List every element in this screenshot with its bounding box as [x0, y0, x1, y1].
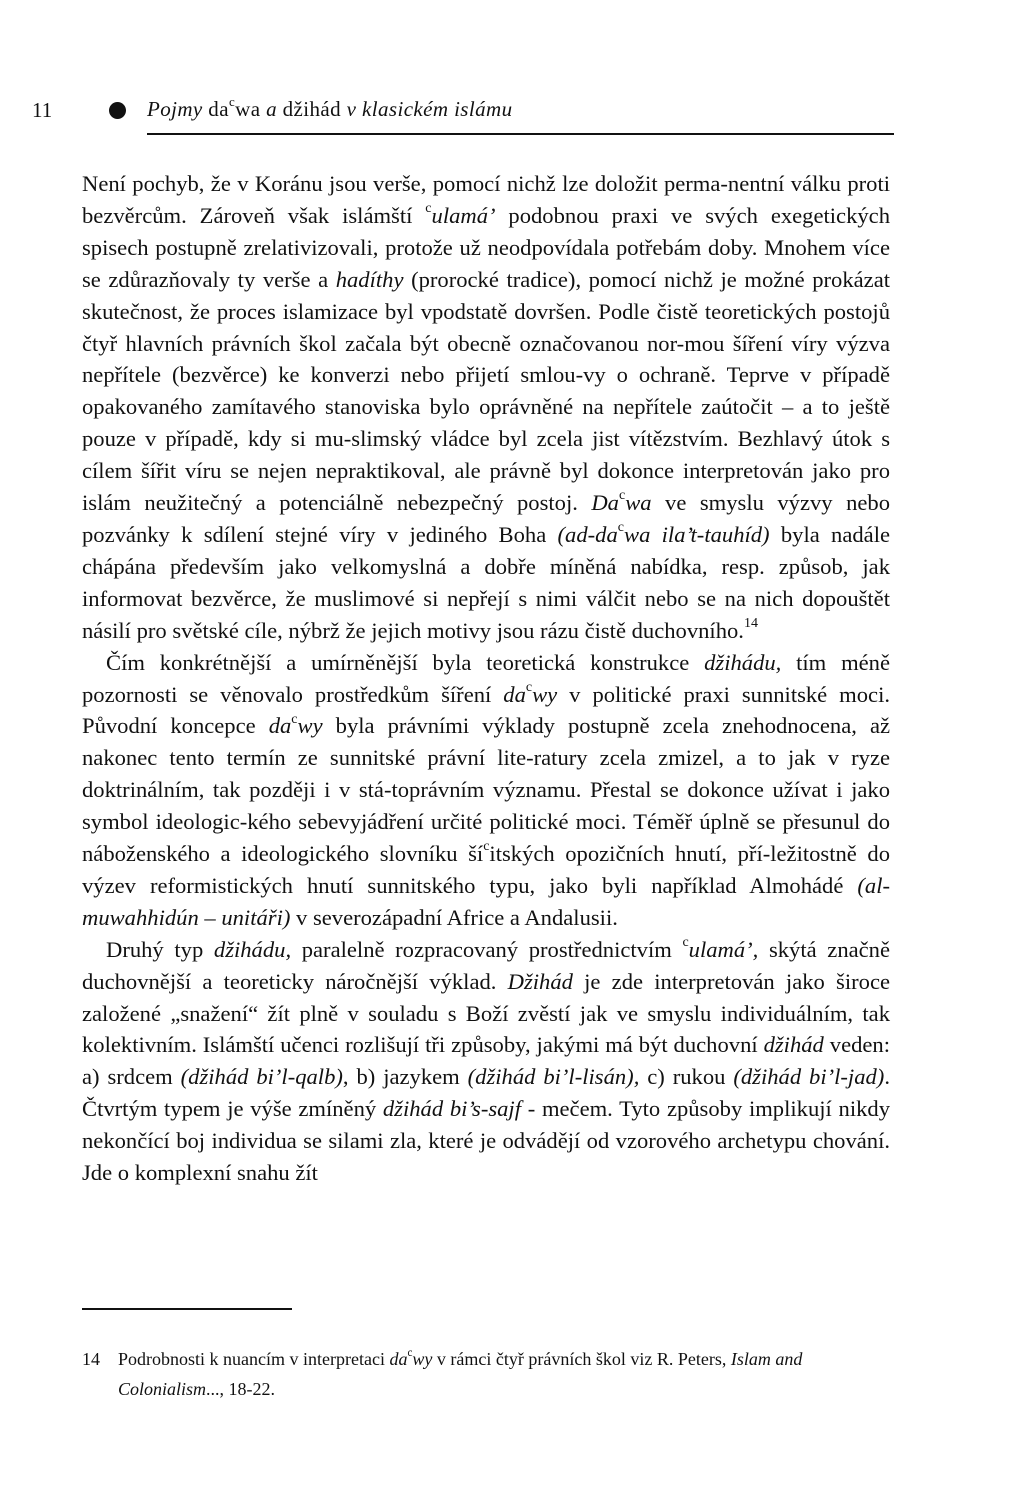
text-run: ..., 18-22. — [206, 1379, 276, 1399]
italic-term: ulamá’ — [431, 202, 496, 228]
superscript: c — [291, 711, 298, 727]
paragraph — [82, 647, 890, 934]
title-text: v klasickém islámu — [346, 97, 513, 121]
bullet-icon — [109, 102, 126, 119]
italic-term: Da — [591, 490, 619, 516]
title-text: da — [202, 97, 229, 121]
superscript: c — [682, 935, 689, 951]
text-run: podobnou praxi ve svých exegetických spisech postupně zrelativizovali, protože už neodpovídala potřebám doby. Mnohem více se zdůrazňovaly ty verše a — [82, 202, 890, 292]
text-run: tím méně pozornosti se věnovalo prostředkům šíření — [82, 649, 890, 707]
italic-term: (džihád bi’l-qalb) — [180, 1064, 343, 1090]
title-text: a — [266, 97, 277, 121]
footnote-divider — [82, 1308, 292, 1310]
text-run: . Čtvrtým typem je výše zmíněný — [82, 1064, 890, 1122]
text-run: - mečem. Tyto způsoby implikují nikdy nekončící boj individua se silami zla, které je odvádějí od vzorového archetypu chování. Jde o komplexní snahu žít — [82, 1096, 890, 1186]
italic-term: džihád bi’s-sajf — [382, 1096, 521, 1122]
text-run: v rámci čtyř právních škol viz R. Peters, — [432, 1349, 731, 1369]
running-header — [32, 94, 894, 134]
superscript: c — [617, 520, 624, 536]
footnote-text — [118, 1344, 890, 1404]
text-run: veden: a) srdcem — [82, 1032, 890, 1090]
text-run: , b) jazykem — [342, 1064, 468, 1090]
italic-term: džihád — [763, 1032, 824, 1058]
italic-term: wa — [625, 490, 652, 516]
italic-term: (al-muwahhidún – unitáři) — [82, 872, 890, 930]
footnote-number: 14 — [82, 1349, 100, 1369]
text-run: Čím konkrétnější a umírněnější byla teoretická konstrukce — [106, 649, 705, 675]
italic-term: da — [503, 681, 526, 707]
italic-term: (ad-da — [557, 521, 618, 547]
italic-term: wy — [412, 1349, 433, 1369]
title-text: wa — [235, 97, 267, 121]
text-run: v severozápadní Africe a Andalusii. — [290, 904, 618, 930]
header-divider — [147, 133, 894, 135]
title-superscript: c — [228, 94, 236, 110]
page-number: 11 — [32, 98, 53, 122]
title-text: Pojmy — [147, 97, 203, 121]
italic-term: Džihád — [507, 968, 573, 994]
text-run: skýtá značně duchovnější a teoreticky náročnější výklad. — [82, 936, 890, 994]
footnote — [82, 1344, 890, 1404]
title-text: džihád — [276, 97, 347, 121]
italic-term: hadíthy — [335, 266, 404, 292]
italic-term: (džihád bi’l-jad) — [733, 1064, 885, 1090]
text-run: Druhý typ — [106, 936, 214, 962]
text-run: Není pochyb, že v Koránu jsou verše, pomocí nichž lze doložit perma-nentní válku proti bezvěrcům. Zároveň však islámští — [82, 171, 890, 228]
italic-term: wa ila’t-tauhíd) — [624, 521, 770, 547]
italic-term: da — [268, 713, 292, 739]
paragraph — [82, 168, 890, 647]
paragraph — [82, 934, 890, 1189]
footnote-ref[interactable]: 14 — [743, 616, 758, 632]
text-run: itských opozičních hnutí, pří-ležitostně do výzev reformistických hnutí sunnitského typu, jako byli například Almohádé — [82, 841, 890, 898]
text-run: byla nadále chápána především jako velkomyslná a dobře míněná nabídka, resp. způsob, jak informovat bezvěrce, že muslimové si nepřejí s nimi válčit nebo se na nich dopouštět násilí pro světské cíle, nýbrž že jejich motivy jsou rázu čistě duchovního. — [82, 521, 891, 643]
italic-term: džihádu, — [704, 649, 782, 675]
text-run: c) rukou — [639, 1064, 734, 1090]
superscript: c — [525, 679, 533, 695]
italic-term: da — [389, 1349, 408, 1369]
text-run: je zde interpretován jako široce založené „snažení“ žít plně v souladu s Boží zvěstí jak ve smyslu individuálním, tak kolektivním. Islámští učenci rozlišují tři způsoby, jakými má být duchovní — [82, 968, 891, 1058]
running-title — [147, 94, 513, 122]
book-title: Islam and Colonialism — [118, 1349, 803, 1399]
italic-term: ulamá’, — [688, 936, 759, 962]
text-run: v politické praxi sunnitské moci. Původní koncepce — [82, 681, 891, 739]
text-run: Podrobnosti k nuancím v interpretaci — [118, 1349, 390, 1369]
main-text — [82, 168, 890, 1189]
italic-term: wy — [297, 713, 323, 739]
superscript: c — [425, 201, 432, 217]
italic-term: wy — [532, 681, 558, 707]
superscript: c — [618, 488, 626, 504]
text-run: (prorocké tradice), pomocí nichž je možné prokázat skutečnost, že proces islamizace byl vpodstatě dovršen. Podle čistě teoretických postojů čtyř hlavních právních škol začala být obecně označovanou nor-mou šíření víry výzva nepřítele (bezvěrce) ke konverzi nebo přijetí smlou-vy o ochraně. Teprve v případě opakovaného zamítavého stanoviska bylo oprávněné na nepřítele zaútočit – a to ještě pouze v případě, kdy si mu-slimský vládce byl zcela jist vítězstvím. Bezhlavý útok s cílem šířit víru se nejen nepraktikoval, ale právně byl dokonce interpretován jako pro islám neužitečný a potenciálně nebezpečný postoj. — [82, 266, 891, 516]
italic-term: džihádu, — [213, 936, 292, 962]
text-run: ve smyslu výzvy nebo pozvánky k sdílení stejné víry v jediného Boha — [82, 490, 890, 547]
superscript: c — [483, 839, 490, 855]
text-run: byla právními výklady postupně zcela znehodnocena, až nakonec tento termín ze sunnitské právní lite-ratury zcela zmizel, a to jak v ryze doktrinálním, tak později i v stá-toprávním významu. Přestal se dokonce užívat i jako symbol ideologic-kého sebevyjádření určité politické moci. Téměř úplně se přesunul do náboženského a ideologického slovníku ší — [82, 713, 890, 867]
text-run: paralelně rozpracovaný prostřednictvím — [291, 936, 683, 962]
italic-term: (džihád bi’l-lisán), — [467, 1064, 640, 1090]
superscript: c — [407, 1347, 413, 1360]
